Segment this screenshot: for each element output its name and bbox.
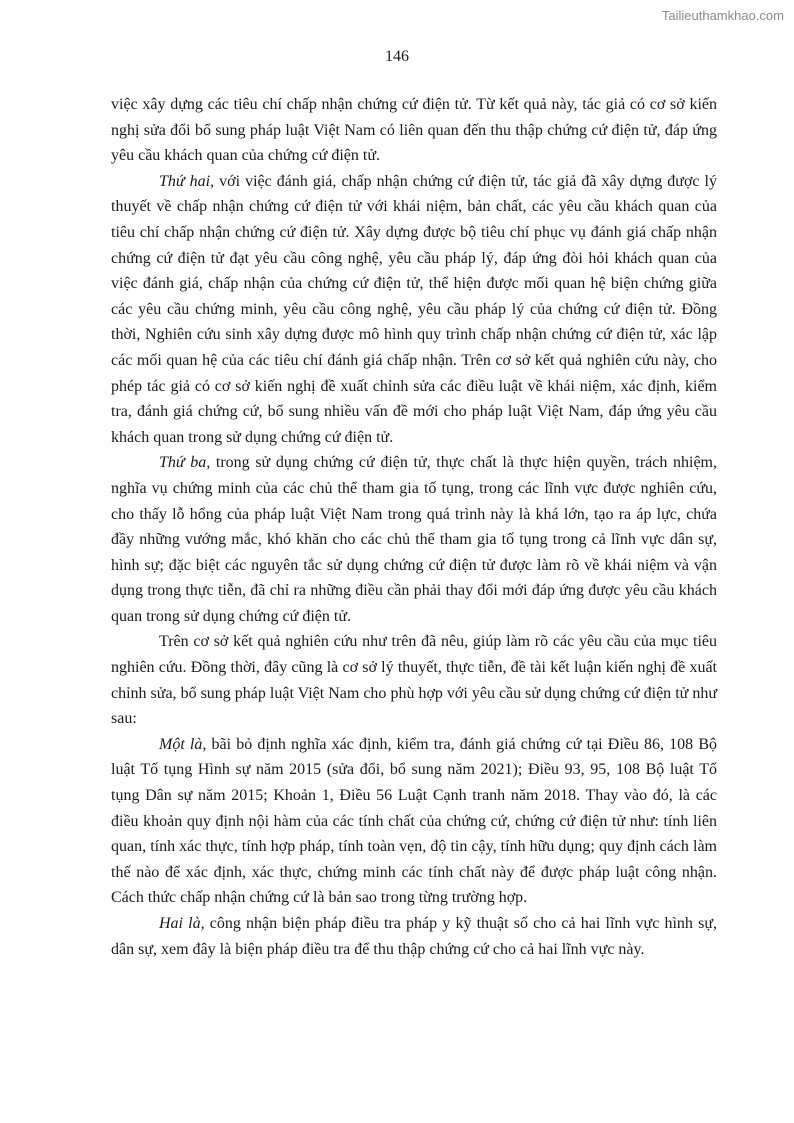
- paragraph-thu-hai: [111, 169, 717, 451]
- paragraph-text: trong sử dụng chứng cứ điện tử, thực chất là thực hiện quyền, trách nhiệm, nghĩa vụ chứng minh của các chủ thể tham gia tố tụng, trong các lĩnh vực được nghiên cứu, cho thấy lỗ hổng của pháp luật Việt Nam trong quá trình này là khá lớn, tạo ra áp lực, chứa đầy những vướng mắc, khó khăn cho các chủ thể tham gia tố tụng trong cả lĩnh vực dân sự, hình sự; đặc biệt các nguyên tắc sử dụng chứng cứ điện tử được làm rõ về khái niệm và vận dụng trong thực tiễn, đã chỉ ra những điều cần phải thay đổi mới đáp ứng được yêu cầu khách quan trong sử dụng chứng cứ điện tử.: [111, 454, 717, 625]
- paragraph-text: công nhận biện pháp điều tra pháp y kỹ thuật số cho cả hai lĩnh vực hình sự, dân sự, xem đây là biện pháp điều tra để thu thập chứng cứ cho cả hai lĩnh vực này.: [111, 915, 717, 958]
- paragraph-lead: Thứ hai,: [159, 172, 215, 190]
- paragraph-continuation: [111, 92, 717, 169]
- paragraph-hai-la: [111, 911, 717, 962]
- paragraph-text: bãi bỏ định nghĩa xác định, kiểm tra, đánh giá chứng cứ tại Điều 86, 108 Bộ luật Tố tụng Hình sự năm 2015 (sửa đổi, bổ sung năm 2021); Điều 93, 95, 108 Bộ luật Tố tụng Dân sự năm 2015; Khoản 1, Điều 56 Luật Cạnh tranh năm 2018. Thay vào đó, là các điều khoản quy định nội hàm của các tính chất của chứng cứ, chứng cứ điện tử như: tính liên quan, tính xác thực, tính hợp pháp, tính toàn vẹn, độ tin cậy, tính hữu dụng; quy định cách làm thế nào để xác định, xác thực, chứng minh các tính chất này để được pháp luật công nhận. Cách thức chấp nhận chứng cứ là bản sao trong từng trường hợp.: [111, 735, 718, 907]
- paragraph-mot-la: [111, 732, 717, 911]
- paragraph-lead: Hai là,: [159, 915, 205, 932]
- document-body: [111, 92, 717, 962]
- paragraph-summary: [111, 629, 717, 731]
- paragraph-text: việc xây dựng các tiêu chí chấp nhận chứng cứ điện tử. Từ kết quả này, tác giả có cơ sở kiến nghị sửa đổi bổ sung pháp luật Việt Nam có liên quan đến thu thập chứng cứ điện tử, đáp ứng yêu cầu khách quan của chứng cứ điện tử.: [111, 96, 717, 165]
- paragraph-lead: Thứ ba,: [159, 454, 211, 472]
- watermark: Tailieuthamkhao.com: [661, 8, 784, 23]
- paragraph-text: Trên cơ sở kết quả nghiên cứu như trên đã nêu, giúp làm rõ các yêu cầu của mục tiêu nghiên cứu. Đồng thời, đây cũng là cơ sở lý thuyết, thực tiễn, đề tài kết luận kiến nghị đề xuất chỉnh sửa, bổ sung pháp luật Việt Nam cho phù hợp với yêu cầu sử dụng chứng cứ điện tử như sau:: [111, 633, 717, 728]
- page-number: 146: [385, 48, 409, 65]
- paragraph-text: với việc đánh giá, chấp nhận chứng cứ điện tử, tác giả đã xây dựng được lý thuyết về chấp nhận chứng cứ điện tử với khái niệm, bản chất, các yêu cầu khách quan của tiêu chí chấp nhận chứng cứ điện tử. Xây dựng được bộ tiêu chí phục vụ đánh giá chấp nhận chứng cứ điện tử đạt yêu cầu công nghệ, yêu cầu pháp lý, đáp ứng đòi hỏi khách quan của việc đánh giá, chấp nhận của chứng cứ điện tử, thể hiện được mối quan hệ biện chứng giữa các yêu cầu chứng minh, yêu cầu công nghệ, yêu cầu pháp lý của chứng cứ điện tử. Đồng thời, Nghiên cứu sinh xây dựng được mô hình quy trình chấp nhận chứng cứ điện tử, xác lập các mối quan hệ của các tiêu chí đánh giá chấp nhận. Trên cơ sở kết quả nghiên cứu này, cho phép tác giả có cơ sở kiến nghị đề xuất chỉnh sửa các điều luật về khái niệm, xác định, kiểm tra, đánh giá chứng cứ, bổ sung nhiều vấn đề mới cho pháp luật Việt Nam, đáp ứng yêu cầu khách quan trong sử dụng chứng cứ điện tử.: [111, 172, 718, 446]
- paragraph-thu-ba: [111, 450, 717, 629]
- paragraph-lead: Một là,: [159, 735, 207, 753]
